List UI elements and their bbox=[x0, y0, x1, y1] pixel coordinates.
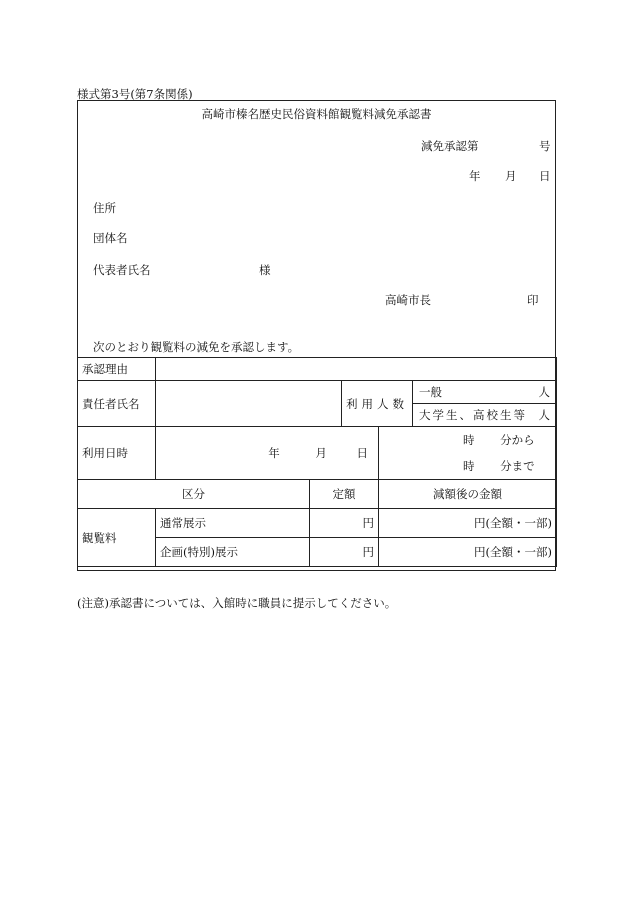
use-date-cell bbox=[156, 427, 379, 480]
responsible-value bbox=[156, 381, 342, 427]
date-month: 月 bbox=[505, 169, 517, 183]
regular-reduced-fee: 円(全額・一部) bbox=[379, 509, 557, 538]
issuer-title: 高崎市長 bbox=[385, 293, 431, 307]
group-name-label: 団体名 bbox=[93, 231, 128, 245]
approval-number-suffix: 号 bbox=[539, 139, 551, 153]
seal-mark: 印 bbox=[527, 293, 539, 307]
reason-value bbox=[156, 358, 557, 381]
responsible-label: 責任者氏名 bbox=[78, 381, 156, 427]
student-unit: 人 bbox=[538, 408, 550, 422]
general-count-cell bbox=[413, 381, 557, 404]
note-text: (注意)承認書については、入館時に職員に提示してください。 bbox=[77, 596, 397, 610]
reduced-amount-header: 減額後の金額 bbox=[379, 480, 557, 509]
use-day: 日 bbox=[356, 446, 368, 460]
use-month: 月 bbox=[315, 446, 327, 460]
regular-fixed-fee: 円 bbox=[310, 509, 379, 538]
special-fixed-fee: 円 bbox=[310, 538, 379, 567]
users-label: 利用人数 bbox=[342, 381, 413, 427]
use-year: 年 bbox=[268, 446, 280, 460]
date-year: 年 bbox=[469, 169, 481, 183]
address-label: 住所 bbox=[93, 201, 116, 215]
use-time-from bbox=[379, 427, 557, 454]
honorific-label: 様 bbox=[259, 263, 271, 277]
form-number-label: 様式第3号(第7条関係) bbox=[77, 87, 193, 101]
date-day: 日 bbox=[539, 169, 551, 183]
general-label: 一般 bbox=[419, 385, 442, 399]
representative-label: 代表者氏名 bbox=[93, 263, 151, 277]
until-label: 分まで bbox=[500, 459, 535, 473]
approval-number-prefix: 減免承認第 bbox=[421, 139, 479, 153]
use-datetime-label: 利用日時 bbox=[78, 427, 156, 480]
student-label: 大学生、高校生等 bbox=[419, 408, 527, 422]
regular-exhibit-label: 通常展示 bbox=[156, 509, 310, 538]
approval-statement: 次のとおり観覧料の減免を承認します。 bbox=[93, 340, 300, 354]
special-reduced-fee: 円(全額・一部) bbox=[379, 538, 557, 567]
special-exhibit-label: 企画(特別)展示 bbox=[156, 538, 310, 567]
fixed-fee-header: 定額 bbox=[310, 480, 379, 509]
from-hour: 時 bbox=[463, 433, 475, 447]
approval-table bbox=[77, 357, 557, 567]
fee-label: 観覧料 bbox=[78, 509, 156, 567]
document-title: 高崎市榛名歴史民俗資料館観覧料減免承認書 bbox=[201, 107, 432, 121]
until-hour: 時 bbox=[463, 459, 475, 473]
from-label: 分から bbox=[500, 433, 535, 447]
general-unit: 人 bbox=[538, 385, 550, 399]
reason-label: 承認理由 bbox=[78, 358, 156, 381]
student-count-cell bbox=[413, 404, 557, 427]
use-time-until bbox=[379, 453, 557, 480]
category-header: 区分 bbox=[78, 480, 310, 509]
